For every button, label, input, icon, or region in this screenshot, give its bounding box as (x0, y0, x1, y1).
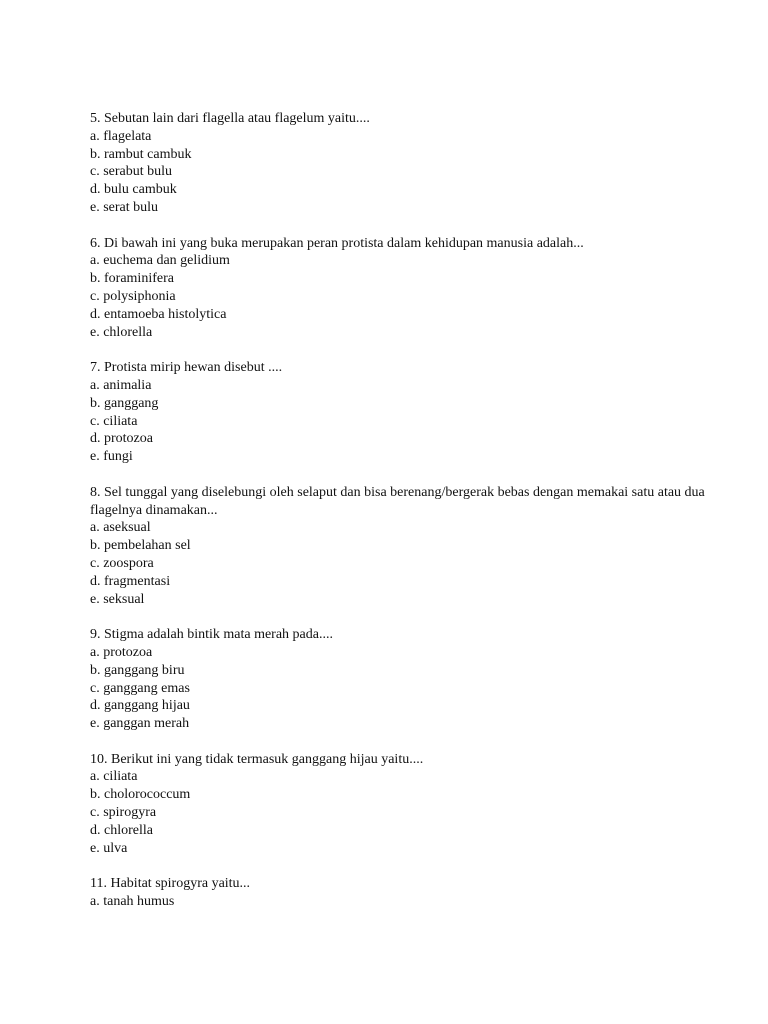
option-c: c. zoospora (90, 555, 154, 571)
question-5 (90, 110, 710, 217)
option-e: e. serat bulu (90, 199, 159, 215)
option-d: d. chlorella (90, 822, 153, 838)
question-text: 9. Stigma adalah bintik mata merah pada.... (90, 627, 333, 643)
option-d: d. fragmentasi (90, 573, 171, 589)
question-text: 7. Protista mirip hewan disebut .... (90, 360, 283, 376)
option-a: a. protozoa (90, 644, 153, 660)
option-d: d. ganggang hijau (90, 698, 190, 714)
option-c: c. polysiphonia (90, 288, 176, 304)
option-b: b. rambut cambuk (90, 146, 192, 162)
question-8 (90, 484, 710, 609)
option-e: e. seksual (90, 591, 145, 607)
question-text: 5. Sebutan lain dari flagella atau flagelum yaitu.... (90, 111, 370, 126)
question-text: 10. Berikut ini yang tidak termasuk ganggang hijau yaitu.... (90, 751, 424, 767)
option-b: b. pembelahan sel (90, 538, 191, 554)
question-text: 11. Habitat spirogyra yaitu... (90, 876, 251, 892)
option-a: a. ciliata (90, 769, 138, 785)
option-d: d. bulu cambuk (90, 182, 177, 198)
option-e: e. chlorella (90, 324, 153, 340)
option-c: c. ganggang emas (90, 680, 190, 696)
question-text: 8. Sel tunggal yang diselebungi oleh selaput dan bisa berenang/bergerak bebas dengan memakai satu atau dua flagelnya dinamakan... (90, 484, 705, 518)
question-9 (90, 626, 710, 733)
question-text: 6. Di bawah ini yang buka merupakan peran protista dalam kehidupan manusia adalah... (90, 235, 584, 251)
option-a: a. flagelata (90, 128, 152, 144)
option-c: c. serabut bulu (90, 164, 173, 180)
option-c: c. spirogyra (90, 805, 157, 821)
option-a: a. euchema dan gelidium (90, 253, 230, 269)
option-e: e. ganggan merah (90, 716, 190, 732)
option-a: a. animalia (90, 377, 152, 393)
option-b: b. ganggang (90, 395, 159, 411)
option-e: e. ulva (90, 840, 128, 856)
option-b: b. cholorococcum (90, 787, 191, 803)
question-7 (90, 359, 710, 466)
option-a: a. aseksual (90, 520, 151, 536)
option-b: b. foraminifera (90, 271, 174, 287)
option-a: a. tanah humus (90, 894, 175, 910)
question-10 (90, 751, 710, 858)
option-d: d. entamoeba histolytica (90, 306, 227, 322)
option-d: d. protozoa (90, 431, 153, 447)
option-b: b. ganggang biru (90, 662, 185, 678)
question-list (90, 110, 710, 929)
option-e: e. fungi (90, 449, 133, 465)
question-11 (90, 875, 710, 911)
option-c: c. ciliata (90, 413, 138, 429)
question-6 (90, 235, 710, 342)
